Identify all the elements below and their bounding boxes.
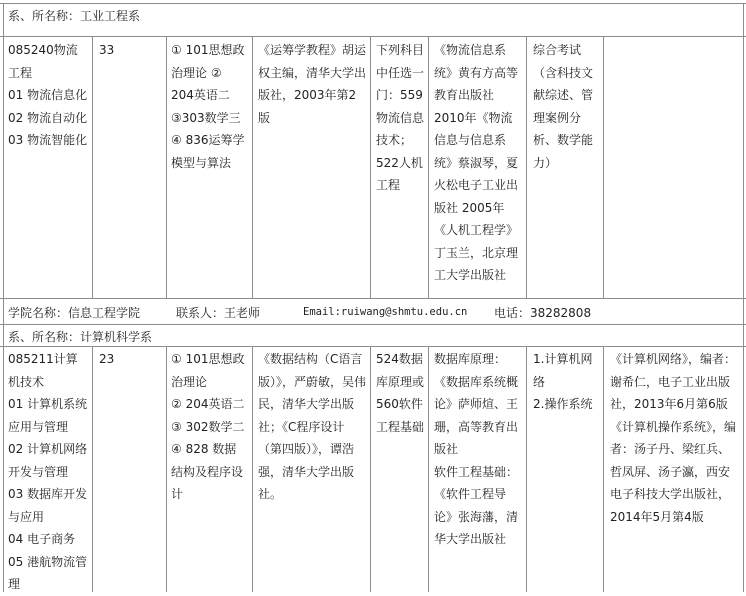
retest-subject-cell: 524数据库原理或560软件工程基础: [376, 352, 425, 434]
extra-books-cell: 《计算机网络》，编者：谢希仁，电子工业出版社，2013年6月第6版 《计算机操作系统》，编者：汤子丹、梁红兵、哲凤屏、汤子瀛，西安电子科技大学出版社，2014年5月第4版: [610, 352, 737, 524]
rule-top: [0, 3, 746, 4]
retest-subject-cell: 下列科目中任选一门：559物流信息技术；522人机工程: [376, 43, 425, 192]
rule: [0, 298, 746, 299]
school-name: 学院名称：信息工程学院: [8, 306, 141, 320]
col-rule: [370, 36, 371, 298]
dept-header: 系、所名称：计算机科学系: [8, 330, 153, 344]
contact-person: 联系人：王老师: [176, 306, 261, 320]
exam-subjects-cell: ① 101思想政治理论 ② 204英语二 ③ 302数学二 ④ 828 数据结构及程序设计: [171, 352, 245, 501]
dept-header: 系、所名称：工业工程系: [8, 9, 141, 23]
enrollment-cell: 33: [99, 43, 115, 57]
email-text: Email:ruiwang@shmtu.edu.cn: [303, 306, 468, 318]
col-rule: [252, 346, 253, 592]
rule: [0, 36, 746, 37]
exam-subjects-cell: ① 101思想政治理论 ② 204英语二 ③303数学三 ④ 836运筹学模型与算法: [171, 43, 245, 170]
enrollment-cell: 23: [99, 352, 115, 366]
rule: [0, 324, 746, 325]
rule-left: [3, 3, 4, 592]
col-rule: [252, 36, 253, 298]
col-rule: [92, 346, 93, 592]
equal-test-cell: 综合考试 （含科技文献综述、管理案例分析、数学能力）: [533, 43, 594, 170]
col-rule: [370, 346, 371, 592]
retest-books-cell: 数据库原理： 《数据库系统概论》萨师煊、王珊，高等教育出版社 软件工程基础： 《软件工程导论》张海藩，清华大学出版社: [434, 352, 519, 546]
rule-right: [743, 3, 744, 592]
major-cell: 085211计算机技术 01 计算机系统应用与管理 02 计算机网络开发与管理 03 数据库开发与应用 04 电子商务 05 港航物流管理: [8, 352, 88, 591]
reference-books-cell: 《数据结构（C语言版）》，严蔚敏，吴伟民，清华大学出版社；《C程序设计（第四版）》，谭浩强，清华大学出版社。: [258, 352, 367, 501]
col-rule: [166, 36, 167, 298]
major-cell: 085240物流工程 01 物流信息化 02 物流自动化 03 物流智能化: [8, 43, 88, 147]
retest-books-cell: 《物流信息系统》黄有方高等教育出版社 2010年《物流信息与信息系统》蔡淑琴，夏火松电子工业出版社 2005年 《人机工程学》丁玉兰，北京理工大学出版社: [434, 43, 519, 282]
reference-books-cell: 《运筹学教程》胡运权主编，清华大学出版社，2003年第2版: [258, 43, 367, 125]
phone-text: 电话：38282808: [494, 306, 592, 320]
col-rule: [603, 346, 604, 592]
col-rule: [526, 346, 527, 592]
col-rule: [166, 346, 167, 592]
col-rule: [603, 36, 604, 298]
col-rule: [428, 346, 429, 592]
col-rule: [92, 36, 93, 298]
equal-test-cell: 1.计算机网络 2.操作系统: [533, 352, 593, 411]
col-rule: [428, 36, 429, 298]
col-rule: [526, 36, 527, 298]
